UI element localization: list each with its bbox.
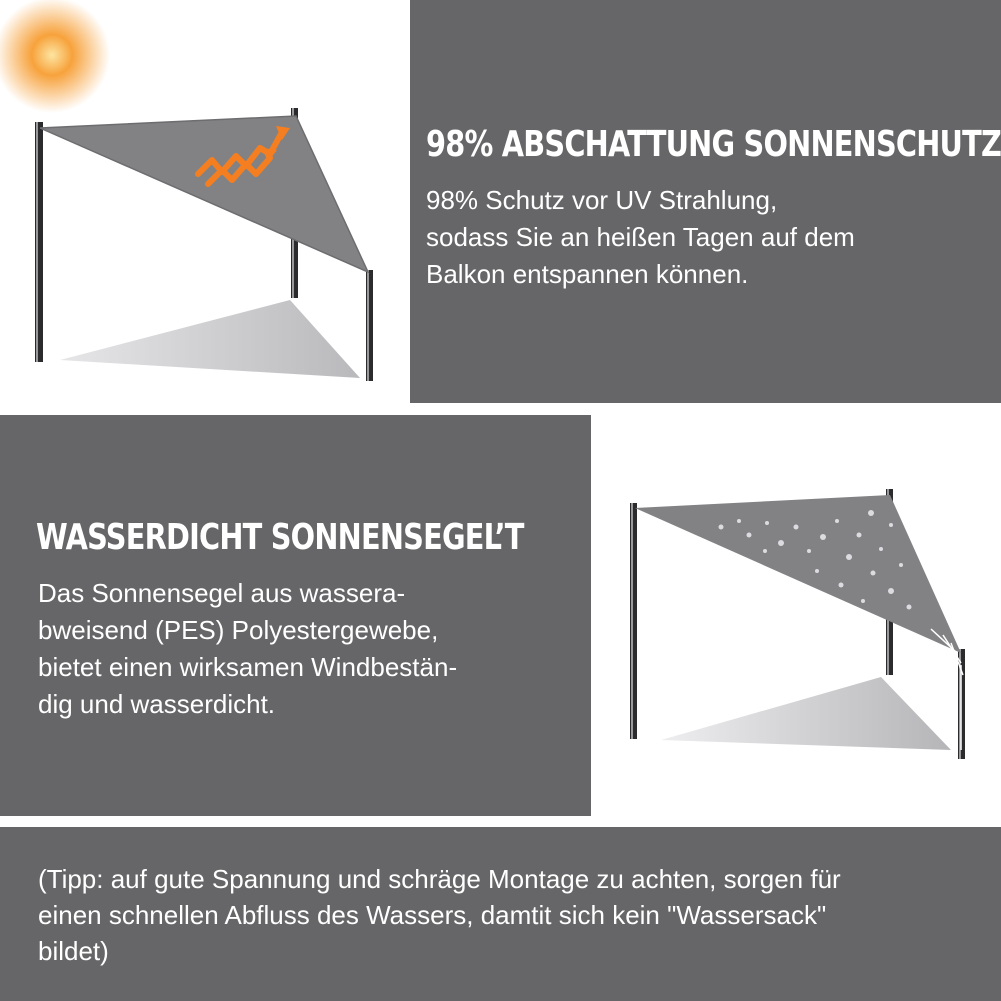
ground-shadow — [661, 677, 951, 750]
waterproof-panel — [0, 415, 591, 816]
uv-description: 98% Schutz vor UV Strahlung, sodass Sie an heißen Tagen auf dem Balkon entspannen können. — [426, 185, 855, 289]
sun-shade-sail-illustration — [0, 0, 410, 403]
tip-panel — [0, 827, 1001, 1001]
tip-text: (Tipp: auf gute Spannung und schräge Montage zu achten, sorgen für einen schnellen Abfluss des Wassers, damtit sich kein "Wassersack" bildet) — [38, 864, 841, 966]
sail-triangle — [40, 116, 368, 272]
sail-triangle — [635, 495, 961, 653]
waterproof-heading: WASSERDICHT SONNENSEGEL’T — [36, 517, 524, 558]
ground-shadow — [60, 300, 360, 378]
uv-protection-panel — [410, 0, 1001, 403]
waterproof-description: Das Sonnensegel aus wassera- bweisend (PES) Polyestergewebe, bietet einen wirksamen Windbestän- dig und wasserdicht. — [38, 578, 458, 719]
uv-heading: 98% ABSCHATTUNG SONNENSCHUTZ — [426, 124, 1001, 165]
rain-shade-sail-illustration — [591, 415, 1001, 816]
sun-icon — [0, 0, 110, 113]
